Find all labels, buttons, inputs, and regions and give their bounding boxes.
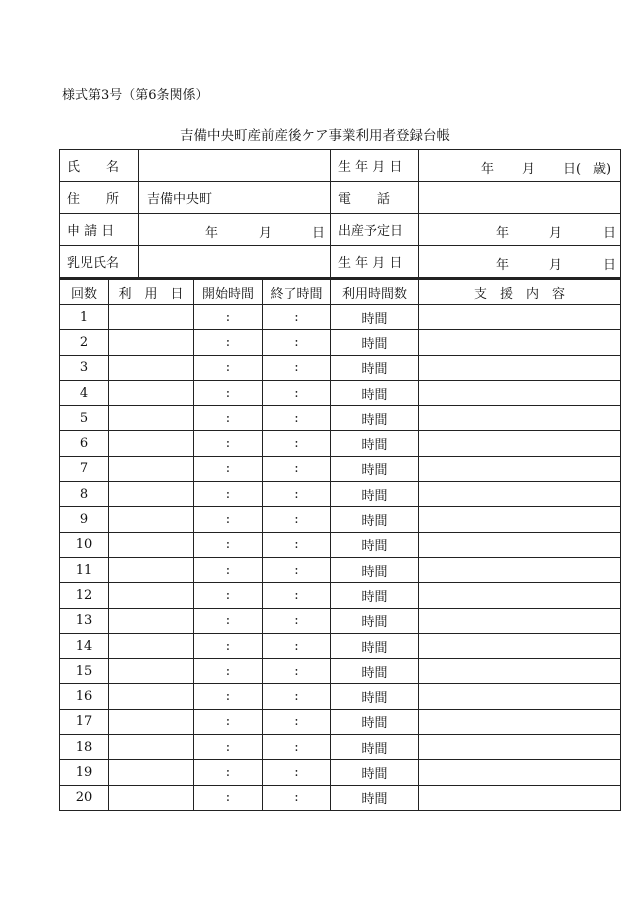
hours-field[interactable]: 時間 [331, 532, 419, 557]
birthdate-age-unit: 歳) [593, 162, 612, 177]
due-month-unit: 月 [549, 226, 563, 241]
use-date-field[interactable] [109, 532, 194, 557]
record-number: 3 [60, 355, 109, 380]
start-time-field[interactable]: : [194, 684, 263, 709]
use-date-field[interactable] [109, 507, 194, 532]
hours-field[interactable]: 時間 [331, 482, 419, 507]
use-date-field[interactable] [109, 735, 194, 760]
record-number: 6 [60, 431, 109, 456]
due-day-unit: 日 [603, 226, 617, 241]
support-content-field[interactable] [419, 330, 621, 355]
support-content-field[interactable] [419, 633, 621, 658]
use-date-field[interactable] [109, 330, 194, 355]
address-row [60, 182, 621, 214]
record-number: 8 [60, 482, 109, 507]
record-row [60, 785, 621, 810]
apply-day-unit: 日 [312, 226, 326, 241]
record-row [60, 330, 621, 355]
record-number: 17 [60, 709, 109, 734]
record-number: 2 [60, 330, 109, 355]
apply-label: 申 請 日 [67, 224, 115, 239]
support-content-field[interactable] [419, 355, 621, 380]
record-row [60, 482, 621, 507]
birthdate-day-unit: 日( [563, 162, 582, 177]
phone-label: 電 話 [338, 192, 391, 207]
support-content-field[interactable] [419, 532, 621, 557]
support-content-field[interactable] [419, 380, 621, 405]
hours-field[interactable]: 時間 [331, 456, 419, 481]
start-time-field[interactable]: : [194, 305, 263, 330]
record-row [60, 406, 621, 431]
hours-field[interactable]: 時間 [331, 659, 419, 684]
support-content-field[interactable] [419, 456, 621, 481]
hours-field[interactable]: 時間 [331, 355, 419, 380]
record-number: 13 [60, 608, 109, 633]
record-number: 4 [60, 380, 109, 405]
start-time-field[interactable]: : [194, 785, 263, 810]
header-count: 回数 [60, 279, 109, 305]
end-time-field[interactable]: : [263, 507, 331, 532]
use-date-field[interactable] [109, 760, 194, 785]
use-date-field[interactable] [109, 482, 194, 507]
record-number: 18 [60, 735, 109, 760]
support-content-field[interactable] [419, 785, 621, 810]
birthdate-label: 生 年 月 日 [338, 160, 403, 175]
record-number: 16 [60, 684, 109, 709]
name-field[interactable] [139, 150, 331, 182]
end-time-field[interactable]: : [263, 684, 331, 709]
end-time-field[interactable]: : [263, 406, 331, 431]
infant-name-field[interactable] [139, 246, 331, 278]
hours-field[interactable]: 時間 [331, 633, 419, 658]
record-number: 1 [60, 305, 109, 330]
use-date-field[interactable] [109, 633, 194, 658]
start-time-field[interactable]: : [194, 633, 263, 658]
hours-field[interactable]: 時間 [331, 608, 419, 633]
end-time-field[interactable]: : [263, 330, 331, 355]
use-date-field[interactable] [109, 380, 194, 405]
support-content-field[interactable] [419, 557, 621, 582]
end-time-field[interactable]: : [263, 482, 331, 507]
use-date-field[interactable] [109, 431, 194, 456]
header-hours: 利用時間数 [331, 279, 419, 305]
end-time-field[interactable]: : [263, 431, 331, 456]
form-number: 様式第3号（第6条関係） [62, 88, 209, 103]
support-content-field[interactable] [419, 406, 621, 431]
start-time-field[interactable]: : [194, 431, 263, 456]
record-row [60, 532, 621, 557]
record-row [60, 583, 621, 608]
start-time-field[interactable]: : [194, 507, 263, 532]
hours-field[interactable]: 時間 [331, 557, 419, 582]
record-row [60, 659, 621, 684]
record-row [60, 305, 621, 330]
apply-month-unit: 月 [259, 226, 273, 241]
infant-birth-year-unit: 年 [496, 258, 510, 273]
hours-field[interactable]: 時間 [331, 406, 419, 431]
record-number: 9 [60, 507, 109, 532]
use-date-field[interactable] [109, 583, 194, 608]
record-number: 14 [60, 633, 109, 658]
start-time-field[interactable]: : [194, 532, 263, 557]
hours-field[interactable]: 時間 [331, 583, 419, 608]
apply-year-unit: 年 [205, 226, 219, 241]
apply-label-cell [60, 214, 139, 246]
hours-field[interactable]: 時間 [331, 760, 419, 785]
record-number: 5 [60, 406, 109, 431]
application-date-row [60, 214, 621, 246]
record-row [60, 633, 621, 658]
record-row [60, 431, 621, 456]
start-time-field[interactable]: : [194, 583, 263, 608]
start-time-field[interactable]: : [194, 330, 263, 355]
end-time-field[interactable]: : [263, 709, 331, 734]
document-title: 吉備中央町産前産後ケア事業利用者登録台帳 [180, 128, 450, 144]
due-year-unit: 年 [496, 226, 510, 241]
support-content-field[interactable] [419, 507, 621, 532]
phone-field[interactable] [419, 182, 621, 214]
support-content-field[interactable] [419, 608, 621, 633]
record-row [60, 380, 621, 405]
start-time-field[interactable]: : [194, 456, 263, 481]
start-time-field[interactable]: : [194, 659, 263, 684]
end-time-field[interactable]: : [263, 305, 331, 330]
start-time-field[interactable]: : [194, 380, 263, 405]
use-date-field[interactable] [109, 659, 194, 684]
due-date-field[interactable] [419, 214, 621, 246]
record-number: 12 [60, 583, 109, 608]
hours-field[interactable]: 時間 [331, 735, 419, 760]
record-number: 20 [60, 785, 109, 810]
infant-label-cell [60, 246, 139, 278]
birthdate-year-unit: 年 [481, 162, 495, 177]
record-row [60, 760, 621, 785]
record-number: 7 [60, 456, 109, 481]
start-time-field[interactable]: : [194, 735, 263, 760]
birthdate-label-cell [331, 150, 419, 182]
end-time-field[interactable]: : [263, 735, 331, 760]
support-content-field[interactable] [419, 735, 621, 760]
start-time-field[interactable]: : [194, 709, 263, 734]
due-label: 出産予定日 [338, 224, 404, 239]
record-row [60, 608, 621, 633]
start-time-field[interactable]: : [194, 406, 263, 431]
end-time-field[interactable]: : [263, 532, 331, 557]
end-time-field[interactable]: : [263, 785, 331, 810]
end-time-field[interactable]: : [263, 633, 331, 658]
support-content-field[interactable] [419, 431, 621, 456]
applicant-info-table [59, 149, 621, 278]
support-content-field[interactable] [419, 684, 621, 709]
hours-field[interactable]: 時間 [331, 305, 419, 330]
support-content-field[interactable] [419, 482, 621, 507]
support-content-field[interactable] [419, 305, 621, 330]
infant-birth-label-cell [331, 246, 419, 278]
birthdate-month-unit: 月 [522, 162, 536, 177]
records-header-row [60, 279, 621, 305]
end-time-field[interactable]: : [263, 608, 331, 633]
record-number: 10 [60, 532, 109, 557]
use-date-field[interactable] [109, 709, 194, 734]
use-date-field[interactable] [109, 406, 194, 431]
use-date-field[interactable] [109, 355, 194, 380]
infant-birth-day-unit: 日 [603, 258, 617, 273]
start-time-field[interactable]: : [194, 482, 263, 507]
birthdate-field[interactable] [419, 150, 621, 182]
record-number: 19 [60, 760, 109, 785]
use-date-field[interactable] [109, 557, 194, 582]
use-date-field[interactable] [109, 684, 194, 709]
hours-field[interactable]: 時間 [331, 684, 419, 709]
header-end-time: 終了時間 [263, 279, 331, 305]
record-row [60, 456, 621, 481]
hours-field[interactable]: 時間 [331, 380, 419, 405]
infant-label: 乳児氏名 [67, 256, 120, 271]
record-row [60, 709, 621, 734]
support-content-field[interactable] [419, 583, 621, 608]
start-time-field[interactable]: : [194, 608, 263, 633]
support-content-field[interactable] [419, 760, 621, 785]
record-number: 11 [60, 557, 109, 582]
use-date-field[interactable] [109, 305, 194, 330]
name-label-cell [60, 150, 139, 182]
end-time-field[interactable]: : [263, 355, 331, 380]
record-row [60, 507, 621, 532]
use-date-field[interactable] [109, 456, 194, 481]
infant-birth-month-unit: 月 [549, 258, 563, 273]
start-time-field[interactable]: : [194, 760, 263, 785]
support-content-field[interactable] [419, 659, 621, 684]
record-row [60, 684, 621, 709]
infant-birth-field[interactable] [419, 246, 621, 278]
end-time-field[interactable]: : [263, 380, 331, 405]
hours-field[interactable]: 時間 [331, 709, 419, 734]
record-row [60, 735, 621, 760]
address-label: 住 所 [67, 192, 120, 207]
apply-date-field[interactable] [139, 214, 331, 246]
hours-field[interactable]: 時間 [331, 785, 419, 810]
address-label-cell [60, 182, 139, 214]
hours-field[interactable]: 時間 [331, 330, 419, 355]
end-time-field[interactable]: : [263, 583, 331, 608]
use-date-field[interactable] [109, 608, 194, 633]
due-label-cell [331, 214, 419, 246]
header-support: 支 援 内 容 [419, 279, 621, 305]
header-use-date: 利 用 日 [109, 279, 194, 305]
hours-field[interactable]: 時間 [331, 507, 419, 532]
hours-field[interactable]: 時間 [331, 431, 419, 456]
phone-label-cell [331, 182, 419, 214]
end-time-field[interactable]: : [263, 659, 331, 684]
support-content-field[interactable] [419, 709, 621, 734]
name-row [60, 150, 621, 182]
infant-row [60, 246, 621, 278]
end-time-field[interactable]: : [263, 456, 331, 481]
name-label: 氏 名 [67, 160, 120, 175]
record-row [60, 557, 621, 582]
infant-birth-label: 生 年 月 日 [338, 256, 403, 271]
end-time-field[interactable]: : [263, 557, 331, 582]
start-time-field[interactable]: : [194, 355, 263, 380]
header-start-time: 開始時間 [194, 279, 263, 305]
usage-records-table [59, 278, 621, 811]
record-row [60, 355, 621, 380]
start-time-field[interactable]: : [194, 557, 263, 582]
record-number: 15 [60, 659, 109, 684]
end-time-field[interactable]: : [263, 760, 331, 785]
address-field[interactable]: 吉備中央町 [139, 182, 331, 214]
use-date-field[interactable] [109, 785, 194, 810]
